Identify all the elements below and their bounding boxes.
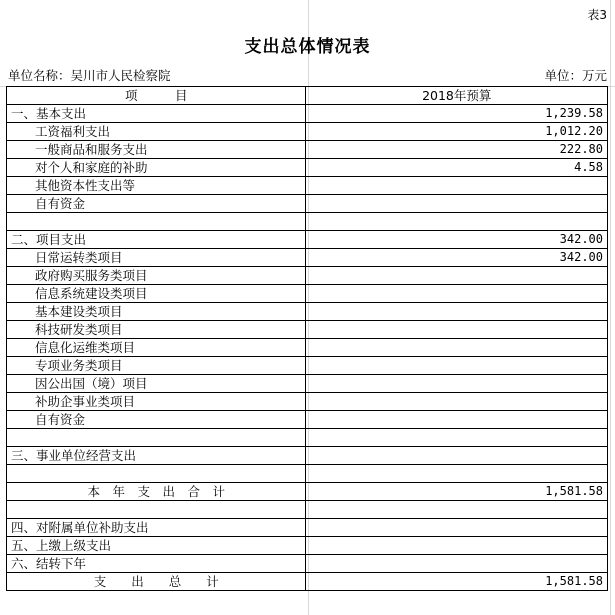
item-label-cell[interactable]: 信息化运维类项目 (7, 339, 306, 357)
budget-value-cell[interactable] (306, 411, 608, 429)
budget-value-cell[interactable] (306, 321, 608, 339)
item-label-cell[interactable] (7, 213, 306, 231)
budget-value-cell[interactable]: 222.80 (306, 141, 608, 159)
budget-value-cell[interactable] (306, 303, 608, 321)
table-row (7, 177, 608, 195)
table-row (7, 573, 608, 591)
table-row (7, 483, 608, 501)
budget-value-cell[interactable] (306, 195, 608, 213)
budget-value-cell[interactable]: 1,012.20 (306, 123, 608, 141)
table-row (7, 501, 608, 519)
table-row (7, 285, 608, 303)
budget-value-cell[interactable] (306, 393, 608, 411)
item-label-cell[interactable]: 支 出 总 计 (7, 573, 306, 591)
grid-line (610, 0, 611, 615)
budget-value-cell[interactable] (306, 177, 608, 195)
table-row (7, 519, 608, 537)
table-header-row (7, 87, 608, 105)
item-label-cell[interactable]: 三、事业单位经营支出 (7, 447, 306, 465)
table-row (7, 375, 608, 393)
item-label-cell[interactable]: 因公出国（境）项目 (7, 375, 306, 393)
header-budget-cell[interactable]: 2018年预算 (306, 87, 608, 105)
item-label-cell[interactable]: 科技研发类项目 (7, 321, 306, 339)
item-label-cell[interactable]: 自有资金 (7, 411, 306, 429)
item-label-cell[interactable]: 其他资本性支出等 (7, 177, 306, 195)
table-row (7, 195, 608, 213)
budget-value-cell[interactable]: 1,239.58 (306, 105, 608, 123)
budget-value-cell[interactable]: 342.00 (306, 231, 608, 249)
item-label-cell[interactable] (7, 465, 306, 483)
item-label-cell[interactable]: 信息系统建设类项目 (7, 285, 306, 303)
item-label-cell[interactable] (7, 429, 306, 447)
budget-value-cell[interactable] (306, 267, 608, 285)
item-label-cell[interactable]: 补助企事业类项目 (7, 393, 306, 411)
budget-value-cell[interactable] (306, 519, 608, 537)
budget-value-cell[interactable] (306, 357, 608, 375)
unit-label: 单位：万元 (544, 68, 607, 83)
item-label-cell[interactable]: 一般商品和服务支出 (7, 141, 306, 159)
item-label-cell[interactable]: 二、项目支出 (7, 231, 306, 249)
table-row (7, 105, 608, 123)
table-number: 表3 (587, 8, 607, 22)
item-label-cell[interactable]: 工资福利支出 (7, 123, 306, 141)
item-label-cell[interactable]: 五、上缴上级支出 (7, 537, 306, 555)
expenditure-table (6, 86, 608, 591)
budget-value-cell[interactable]: 1,581.58 (306, 573, 608, 591)
table-row (7, 321, 608, 339)
budget-value-cell[interactable]: 4.58 (306, 159, 608, 177)
item-label-cell[interactable]: 自有资金 (7, 195, 306, 213)
table-row (7, 249, 608, 267)
item-label-cell[interactable]: 本 年 支 出 合 计 (7, 483, 306, 501)
table-row (7, 537, 608, 555)
table-row (7, 393, 608, 411)
budget-value-cell[interactable]: 342.00 (306, 249, 608, 267)
budget-value-cell[interactable] (306, 465, 608, 483)
table-row (7, 555, 608, 573)
item-label-cell[interactable]: 四、对附属单位补助支出 (7, 519, 306, 537)
budget-value-cell[interactable]: 1,581.58 (306, 483, 608, 501)
table-row (7, 303, 608, 321)
table-row (7, 141, 608, 159)
table-row (7, 123, 608, 141)
table-row (7, 339, 608, 357)
table-row (7, 159, 608, 177)
table-row (7, 213, 608, 231)
unit-name: 单位名称：吴川市人民检察院 (8, 68, 171, 83)
budget-value-cell[interactable] (306, 537, 608, 555)
item-label-cell[interactable]: 对个人和家庭的补助 (7, 159, 306, 177)
budget-value-cell[interactable] (306, 213, 608, 231)
table-row (7, 231, 608, 249)
item-label-cell[interactable]: 六、结转下年 (7, 555, 306, 573)
header-item-cell[interactable]: 项 目 (7, 87, 306, 105)
table-row (7, 267, 608, 285)
budget-value-cell[interactable] (306, 429, 608, 447)
table-row (7, 447, 608, 465)
table-row (7, 411, 608, 429)
budget-value-cell[interactable] (306, 375, 608, 393)
item-label-cell[interactable]: 一、基本支出 (7, 105, 306, 123)
page-title: 支出总体情况表 (244, 37, 371, 57)
item-label-cell[interactable]: 基本建设类项目 (7, 303, 306, 321)
budget-value-cell[interactable] (306, 555, 608, 573)
item-label-cell[interactable]: 专项业务类项目 (7, 357, 306, 375)
item-label-cell[interactable]: 日常运转类项目 (7, 249, 306, 267)
budget-value-cell[interactable] (306, 285, 608, 303)
table-row (7, 429, 608, 447)
table-row (7, 465, 608, 483)
table-row (7, 357, 608, 375)
budget-value-cell[interactable] (306, 339, 608, 357)
item-label-cell[interactable]: 政府购买服务类项目 (7, 267, 306, 285)
budget-value-cell[interactable] (306, 501, 608, 519)
budget-value-cell[interactable] (306, 447, 608, 465)
item-label-cell[interactable] (7, 501, 306, 519)
